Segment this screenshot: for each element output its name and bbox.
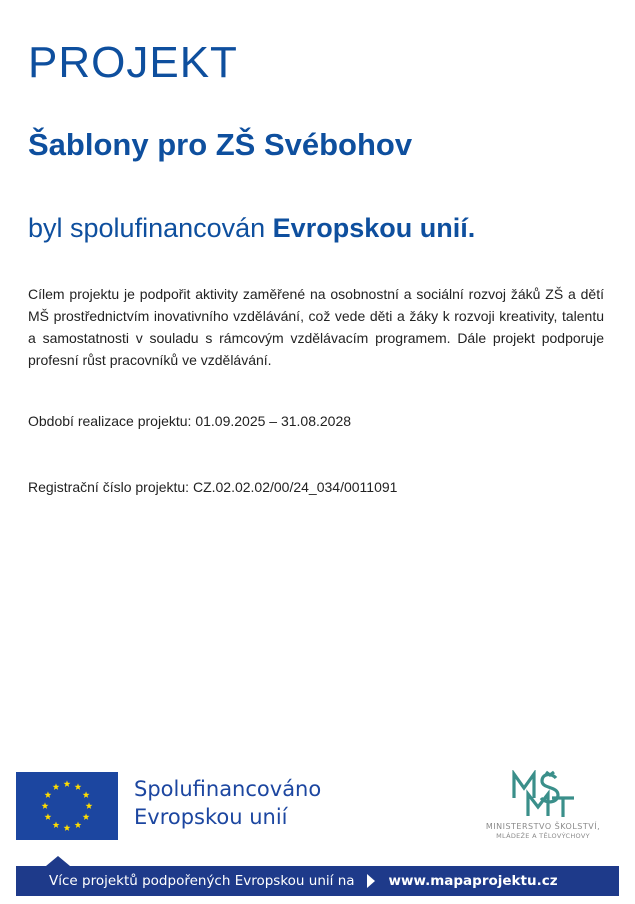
project-period: Období realizace projektu: 01.09.2025 – 31.08.2028 (28, 413, 352, 429)
cofinanced-prefix: byl spolufinancován (28, 213, 273, 243)
cofinanced-line (28, 212, 475, 244)
eu-text-line2: Evropskou unií (134, 805, 288, 829)
banner-notch (46, 856, 70, 866)
msmt-logo (478, 770, 608, 850)
eu-cofinanced-text (134, 775, 321, 831)
banner-text: Více projektů podpořených Evropskou unií na (49, 873, 355, 889)
project-description: Cílem projektu je podpořit aktivity zaměřené na osobnostní a sociální rozvoj žáků ZŠ a dětí MŠ prostřednictvím inovativního vzdělávání, což vede děti a žáky k rozvoji kreativity, talentu a samostatnosti v souladu s rámcovým vzdělávacím programem. Dále projekt podporuje profesní růst pracovníků ve vzdělávání. (28, 286, 604, 368)
eu-flag-icon (16, 772, 118, 840)
eu-text-line1: Spolufinancováno (134, 777, 322, 801)
msmt-line2: MLÁDEŽE A TĚLOVÝCHOVY (496, 832, 590, 840)
cofinanced-emphasis: Evropskou unií. (272, 213, 476, 243)
page-heading: PROJEKT (28, 38, 238, 87)
registration-number: Registrační číslo projektu: CZ.02.02.02/00/24_034/0011091 (28, 479, 398, 495)
mapaprojektu-banner[interactable] (16, 866, 619, 896)
project-title: Šablony pro ZŠ Svébohov (28, 127, 413, 162)
play-arrow-icon (367, 874, 375, 888)
msmt-line1: MINISTERSTVO ŠKOLSTVÍ, (485, 822, 601, 831)
msmt-logo-icon (508, 770, 578, 820)
banner-url-link[interactable]: www.mapaprojektu.cz (388, 873, 558, 889)
